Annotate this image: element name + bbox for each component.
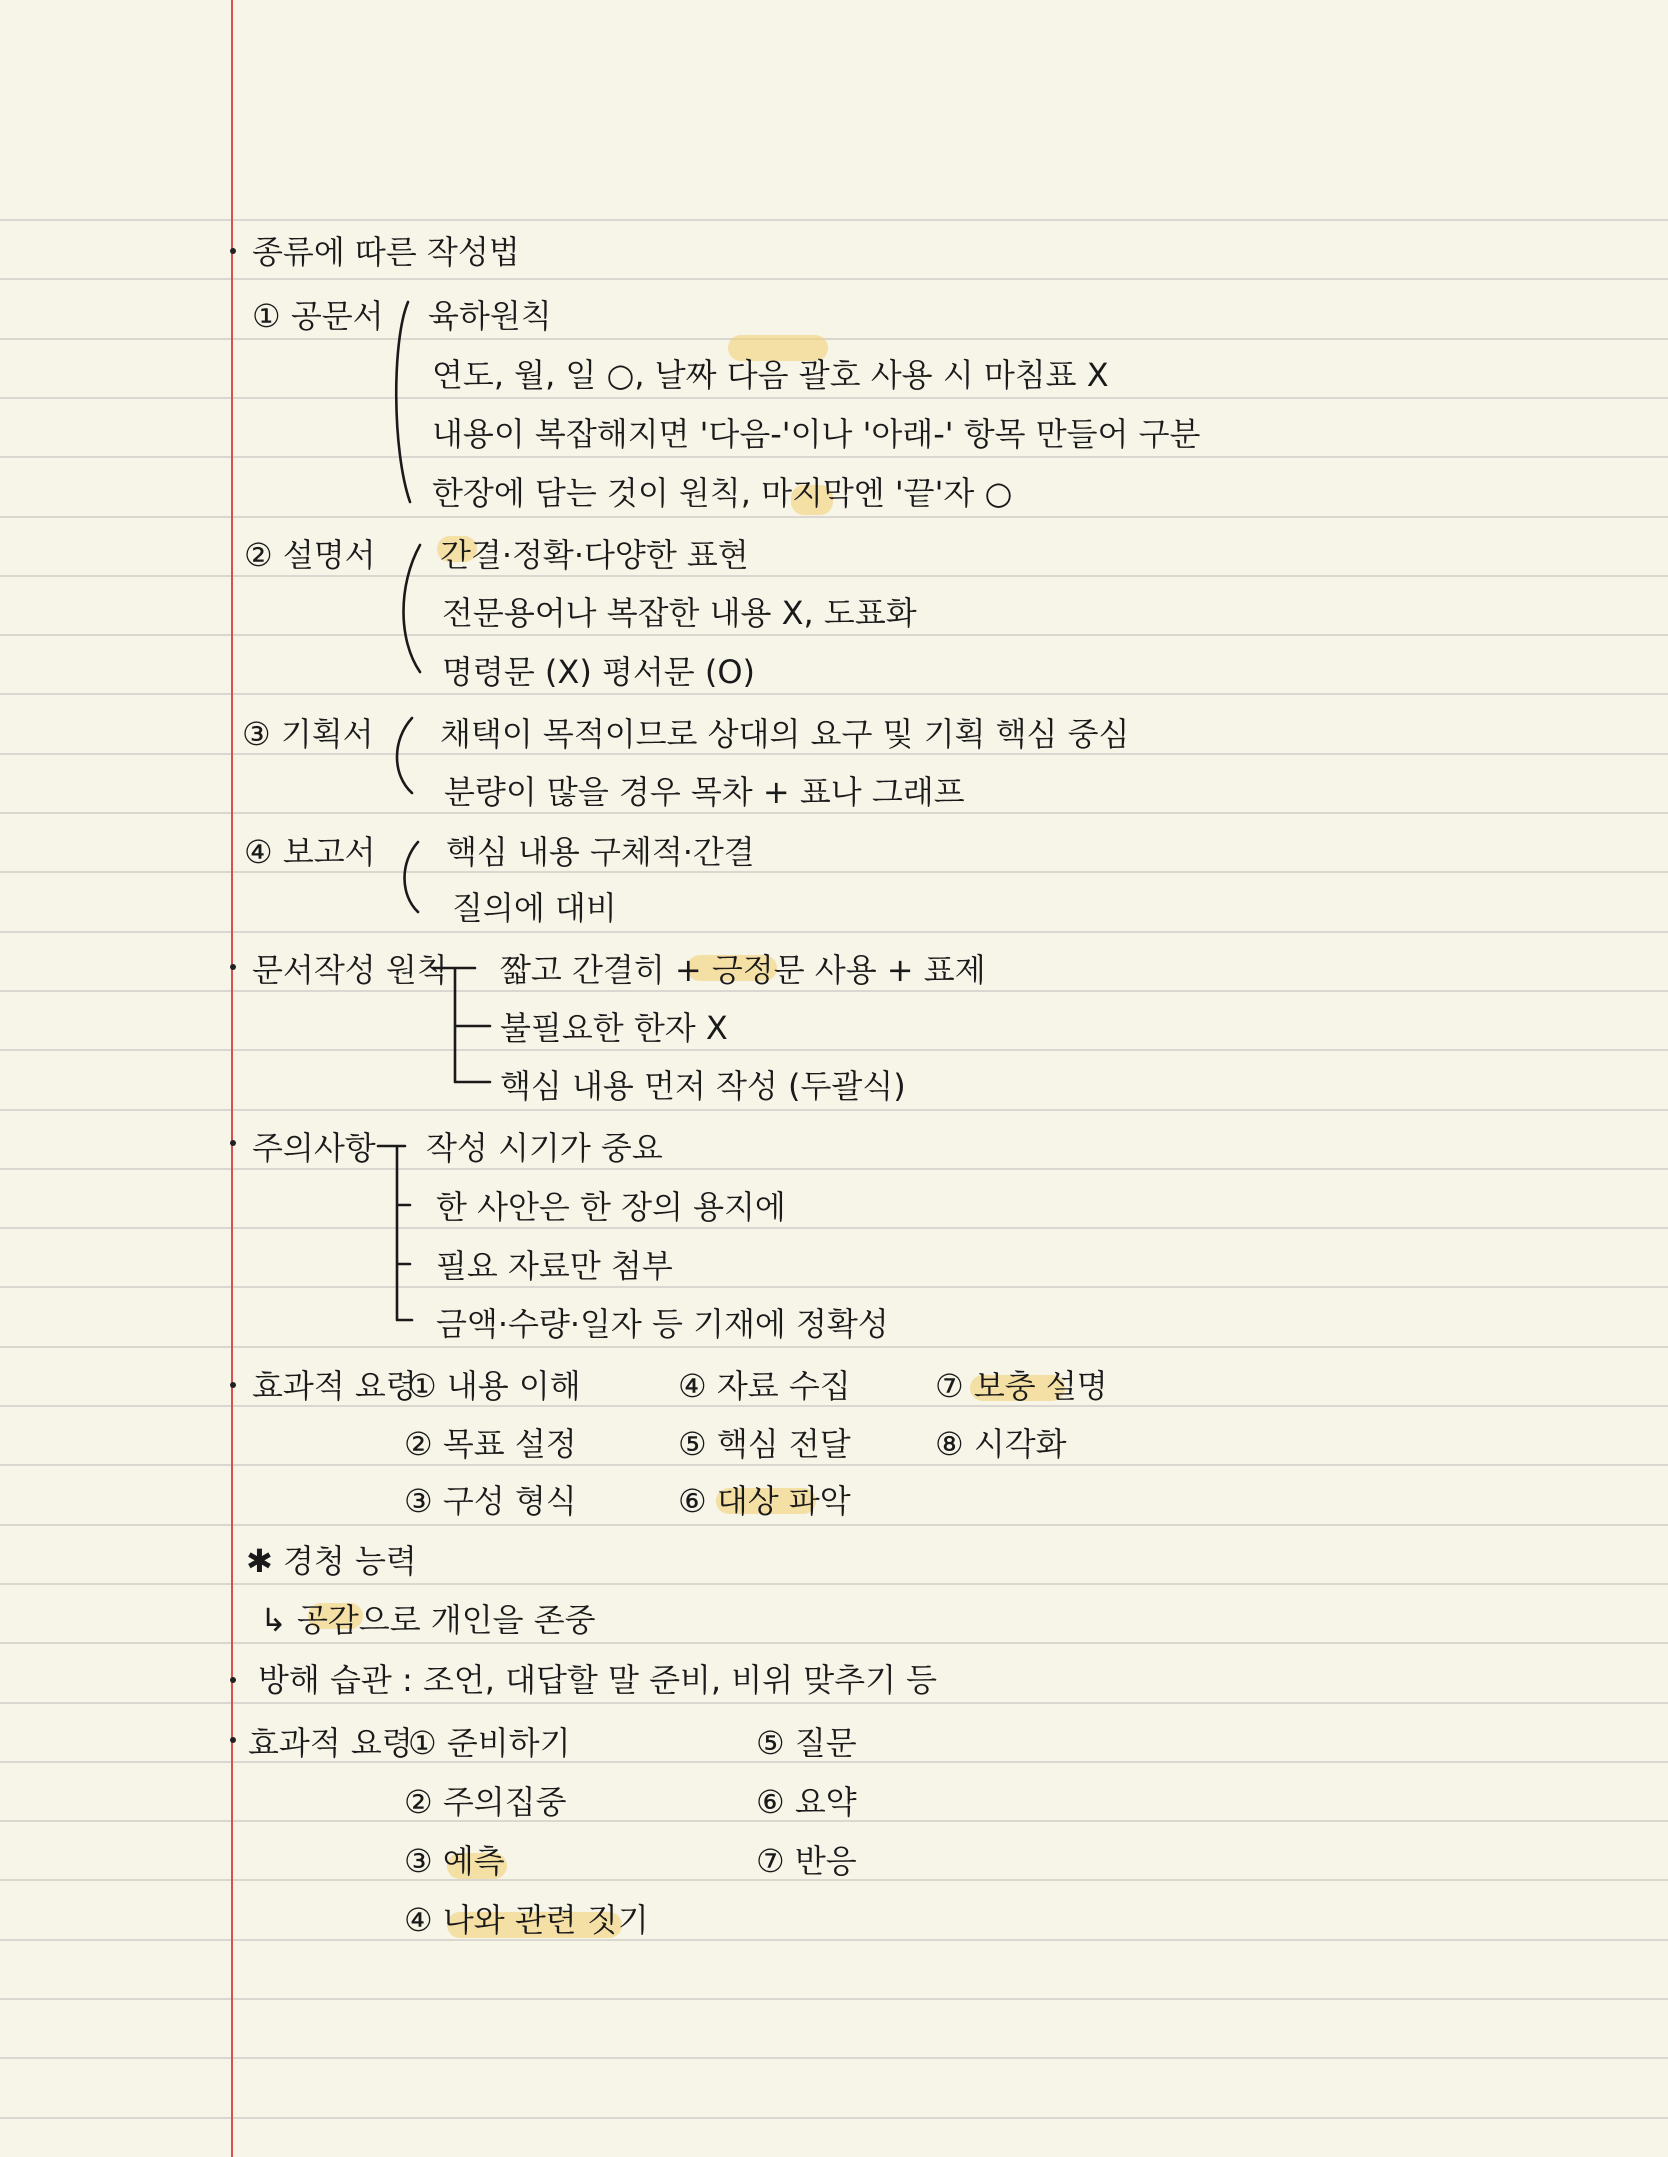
list-item: 채택이 목적이므로 상대의 요구 및 기획 핵심 중심: [440, 715, 1130, 753]
doc-type-label-official: ① 공문서: [252, 297, 384, 335]
list-item: ⑧ 시각화: [935, 1425, 1067, 1463]
doc-type-label-manual: ② 설명서: [244, 536, 376, 574]
list-item: ③ 예측: [404, 1842, 505, 1880]
list-item: 짧고 간결히 + 긍정문 사용 + 표제: [500, 951, 986, 989]
bracket-doc-plan: [397, 718, 412, 793]
list-item: ② 목표 설정: [404, 1425, 577, 1463]
section-title-writing-methods: 종류에 따른 작성법: [252, 233, 520, 271]
list-item: 불필요한 한자 X: [500, 1009, 728, 1047]
list-item: 내용이 복잡해지면 '다음-'이나 '아래-' 항목 만들어 구분: [432, 415, 1201, 453]
list-item: ① 내용 이해: [408, 1367, 581, 1405]
section-title-cautions: 주의사항: [252, 1129, 376, 1167]
list-item: ① 준비하기: [408, 1724, 571, 1762]
section-title-effective-tips-listening: 효과적 요령: [248, 1724, 413, 1762]
list-item: ⑥ 요약: [756, 1783, 857, 1821]
bracket-doc-official: [396, 302, 410, 502]
list-item: 한 사안은 한 장의 용지에: [436, 1188, 786, 1226]
list-item: ⑤ 질문: [756, 1724, 857, 1762]
list-item: ③ 구성 형식: [404, 1482, 577, 1520]
section-title-principles: 문서작성 원칙: [252, 951, 448, 989]
doc-type-label-report: ④ 보고서: [244, 833, 376, 871]
list-item: ⑦ 보충 설명: [935, 1367, 1108, 1405]
list-item: ② 주의집중: [404, 1783, 567, 1821]
list-item: 작성 시기가 중요: [426, 1129, 663, 1167]
section-title-effective-tips: 효과적 요령: [252, 1367, 417, 1405]
section-title-listening: ✱ 경청 능력: [246, 1542, 417, 1580]
bracket-cautions: [378, 1146, 412, 1320]
list-item: 연도, 월, 일 ○, 날짜 다음 괄호 사용 시 마침표 X: [432, 356, 1109, 394]
list-item: 핵심 내용 먼저 작성 (두괄식): [500, 1067, 906, 1105]
bracket-doc-report: [405, 842, 419, 912]
list-item: ⑤ 핵심 전달: [678, 1425, 851, 1463]
listening-note: ↳ 공감으로 개인을 존중: [260, 1601, 596, 1639]
list-item: 육하원칙: [428, 297, 552, 335]
list-item: ⑥ 대상 파악: [678, 1482, 851, 1520]
bracket-doc-manual: [404, 545, 421, 672]
list-item: ⑦ 반응: [756, 1842, 857, 1880]
list-item: 전문용어나 복잡한 내용 X, 도표화: [442, 594, 917, 632]
list-item: 간결·정확·다양한 표현: [440, 536, 749, 574]
list-item: ④ 나와 관련 짓기: [404, 1901, 649, 1939]
section-title-bad-habits: 방해 습관 : 조언, 대답할 말 준비, 비위 맞추기 등: [258, 1661, 938, 1699]
list-item: 한장에 담는 것이 원칙, 마지막엔 '끝'자 ○: [432, 474, 1013, 512]
list-item: 필요 자료만 첨부: [436, 1247, 673, 1285]
list-item: 분량이 많을 경우 목차 + 표나 그래프: [444, 773, 965, 811]
list-item: 질의에 대비: [452, 889, 617, 927]
list-item: ④ 자료 수집: [678, 1367, 851, 1405]
doc-type-label-plan: ③ 기획서: [242, 715, 374, 753]
list-item: 핵심 내용 구체적·간결: [446, 833, 755, 871]
list-item: 금액·수량·일자 등 기재에 정확성: [436, 1305, 889, 1343]
list-item: 명령문 (X) 평서문 (O): [442, 653, 756, 691]
